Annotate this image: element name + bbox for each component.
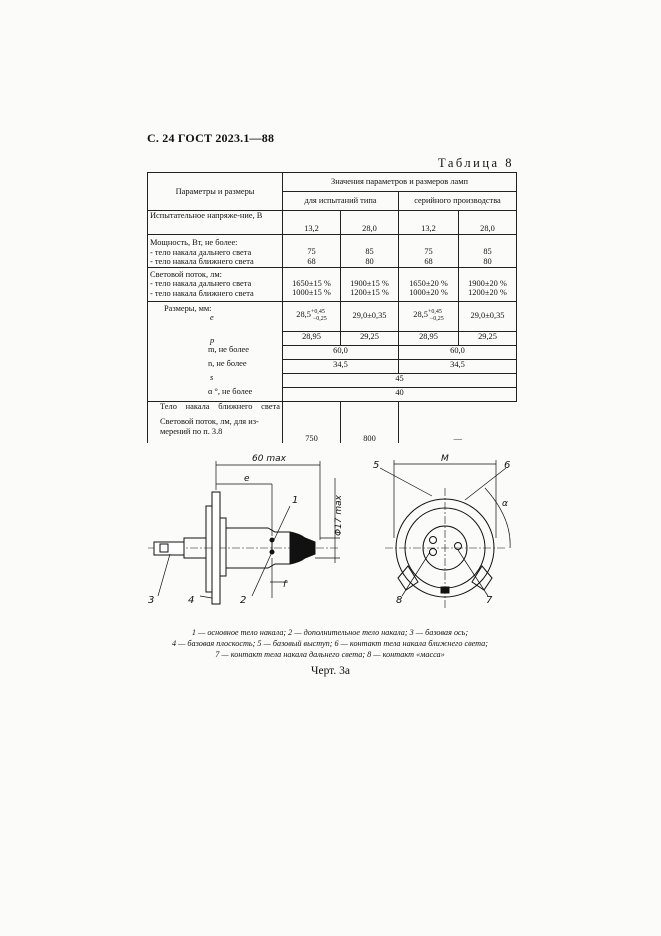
cell: 29,0±0,35 xyxy=(459,301,517,331)
label-m: m, не более xyxy=(148,345,283,359)
label-power: Мощность, Вт, не более: xyxy=(150,238,238,247)
dim-M: M xyxy=(441,454,449,464)
label-flux: Световой поток, лм: xyxy=(150,269,222,279)
cell: 1900±20 % xyxy=(468,278,507,288)
cell: 80 xyxy=(365,256,374,266)
callout-5: 5 xyxy=(373,460,380,471)
cell: 750 xyxy=(283,401,341,443)
lamp-front-view xyxy=(380,460,510,608)
row-voltage xyxy=(148,211,517,235)
row-power xyxy=(148,235,517,268)
cell: 85 xyxy=(365,247,374,256)
row-flux xyxy=(148,267,517,301)
cell: 1900±15 % xyxy=(350,278,389,288)
cell-e-3: 28,5+0,45−0,25 xyxy=(399,301,459,331)
label-s: s xyxy=(148,373,283,387)
row-dim-p xyxy=(148,331,517,345)
row-dim-e xyxy=(148,301,517,331)
dim-e: e xyxy=(244,474,250,484)
cell: 60,0 xyxy=(399,345,517,359)
cell: 68 xyxy=(424,256,433,266)
cell: 1650±20 % xyxy=(409,278,448,288)
cell: 28,0 xyxy=(341,211,399,235)
dim-phi17: Φ17 max xyxy=(334,494,344,536)
label-power-high: - тело накала дальнего света xyxy=(150,247,252,257)
cell: 40 xyxy=(283,387,517,401)
callout-3: 3 xyxy=(148,595,155,606)
label-power-low: - тело накала ближнего света xyxy=(150,257,254,267)
callout-7: 7 xyxy=(486,595,493,606)
dimension-lines xyxy=(216,461,340,598)
cell: 60,0 xyxy=(283,345,399,359)
row-dim-alpha xyxy=(148,387,517,401)
page-header: С. 24 ГОСТ 2023.1—88 xyxy=(147,131,275,145)
row-dim-n xyxy=(148,359,517,373)
cell: 75 xyxy=(424,247,433,256)
callout-8: 8 xyxy=(396,595,403,606)
label-p: p xyxy=(148,331,283,345)
cell: 1650±15 % xyxy=(292,278,331,288)
label-dims: Размеры, мм: xyxy=(164,303,212,313)
cell: 80 xyxy=(483,256,492,266)
cell: 1200±15 % xyxy=(350,288,389,298)
callout-1: 1 xyxy=(292,495,299,506)
cell: 34,5 xyxy=(283,359,399,373)
dim-alpha: α xyxy=(502,499,508,509)
cell: 45 xyxy=(283,373,517,387)
cell: 29,0±0,35 xyxy=(341,301,399,331)
legend-line-3: 7 — контакт тела накала дальнего света; 8 — контакт «масса» xyxy=(215,650,445,659)
label-flux-low: - тело накала ближнего света xyxy=(150,288,254,298)
legend-line-2: 4 — базовая плоскость; 5 — базовый выступ; 6 — контакт тела накала ближнего света; xyxy=(171,639,489,648)
dim-f: f xyxy=(283,580,287,590)
cell: 85 xyxy=(483,247,492,256)
label-n: n, не более xyxy=(148,359,283,373)
header-type-test: для испытаний типа xyxy=(283,192,399,211)
lamp-side-view xyxy=(148,492,340,604)
label-voltage: Испытательное напряже-ние, В xyxy=(148,211,283,235)
header-serial: серийного производства xyxy=(399,192,517,211)
cell: 34,5 xyxy=(399,359,517,373)
cell: 29,25 xyxy=(459,331,517,345)
cell: 28,95 xyxy=(399,331,459,345)
dim-60max: 60 max xyxy=(252,454,286,464)
cell: 28,0 xyxy=(459,211,517,235)
figure-caption: Черт. 3а xyxy=(311,665,350,677)
lamp-drawing xyxy=(140,448,530,618)
header-params: Параметры и размеры xyxy=(148,173,283,211)
legend-line-1: 1 — основное тело накала; 2 — дополнительное тело накала; 3 — базовая ось; xyxy=(191,628,469,637)
callout-2: 2 xyxy=(240,595,247,606)
cell: 75 xyxy=(307,247,316,256)
cell: 28,95 xyxy=(283,331,341,345)
cell: 800 xyxy=(341,401,399,443)
label-flux-high: - тело накала дальнего света xyxy=(150,279,252,289)
label-low-beam-flux: Световой поток, лм, для из-мерений по п. 3.8 xyxy=(160,417,259,436)
cell-e-1: 28,5+0,45−0,25 xyxy=(283,301,341,331)
callout-6: 6 xyxy=(504,460,511,471)
cell: — xyxy=(399,401,517,443)
callout-4: 4 xyxy=(188,595,195,606)
cell: 13,2 xyxy=(283,211,341,235)
cell: 1000±20 % xyxy=(409,288,448,298)
cell: 1200±20 % xyxy=(468,288,507,298)
row-dim-m xyxy=(148,345,517,359)
cell: 1000±15 % xyxy=(292,288,331,298)
label-e: e xyxy=(210,313,214,323)
label-alpha: α °, не более xyxy=(148,387,283,401)
label-low-beam: Тело накала ближнего света xyxy=(160,401,280,411)
cell: 13,2 xyxy=(399,211,459,235)
row-dim-s xyxy=(148,373,517,387)
table-caption: Таблица 8 xyxy=(438,156,514,170)
header-values: Значения параметров и размеров ламп xyxy=(283,173,517,192)
parameters-table xyxy=(147,172,517,443)
cell: 29,25 xyxy=(341,331,399,345)
row-low-beam xyxy=(148,401,517,443)
figure-legend xyxy=(130,627,530,660)
cell: 68 xyxy=(307,256,316,266)
